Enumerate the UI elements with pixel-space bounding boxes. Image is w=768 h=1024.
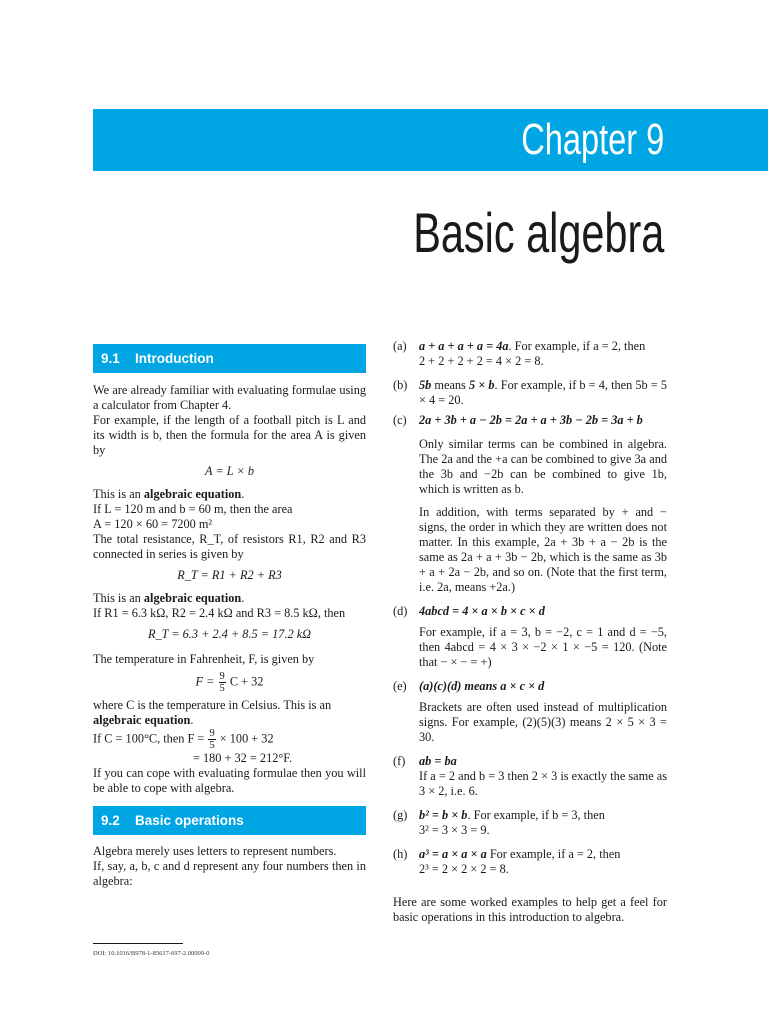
section-title: Basic operations bbox=[135, 813, 244, 828]
item-label: (a) bbox=[393, 339, 407, 353]
item-label: (e) bbox=[393, 679, 407, 693]
item-label: (d) bbox=[393, 604, 408, 618]
fahrenheit-paragraph: The temperature in Fahrenheit, F, is given by bbox=[93, 652, 315, 666]
rule-b: (b) 5b means 5 × b. For example, if b = 4, then 5b = 5 × 4 = 20. bbox=[393, 378, 668, 407]
rule-g: (g) b² = b × b. For example, if b = 3, then 3² = 3 × 3 = 9. bbox=[393, 808, 605, 837]
resistance-result-equation: R_T = 6.3 + 2.4 + 8.5 = 17.2 kΩ bbox=[147, 627, 312, 641]
intro-paragraph: We are already familiar with evaluating formulae using a calculator from Chapter 4. bbox=[93, 383, 366, 412]
algebraic-equation-note-1: This is an algebraic equation. bbox=[93, 487, 245, 501]
rule-f: (f) ab = ba If a = 2 and b = 3 then 2 × 3 is exactly the same as 3 × 2, i.e. 6. bbox=[393, 754, 667, 798]
celsius-paragraph: where C is the temperature in Celsius. This is an bbox=[93, 698, 332, 712]
section-title: Introduction bbox=[135, 351, 214, 366]
rule-a: (a) a + a + a + a = 4a. For example, if a = 2, then 2 + 2 + 2 + 2 = 4 × 2 = 8. bbox=[393, 339, 646, 368]
resistance-equation: R_T = R1 + R2 + R3 bbox=[177, 568, 282, 582]
resistance-paragraph: The total resistance, R_T, of resistors R1, R2 and R3 connected in series is given by bbox=[93, 532, 366, 561]
area-equation: A = L × b bbox=[205, 464, 254, 478]
rule-c: (c) 2a + 3b + a − 2b = 2a + a + 3b − 2b = 3a + b Only similar terms can be combined in algebra. The 2a and the +a can be combined to give 3a and the 3b and −2b can be combined to give 1b, which is written as b. In addition, with terms separated by + and − signs, the order in which they are written does not matter. In this example, 2a + 3b + a − 2b is the same as 2a + a + 3b − 2b, which is the same as 3b + a + 2a − 2b, and so on. (Note that the first term, i.e. 2a, means +2a.) bbox=[393, 413, 667, 594]
left-column bbox=[93, 344, 366, 889]
rule-e: (e) (a)(c)(d) means a × c × d Brackets are often used instead of multiplication signs. For example, (2)(5)(3) means 2 × 5 × 3 = 30. bbox=[393, 679, 667, 744]
conversion-result-line: = 180 + 32 = 212°F. bbox=[193, 751, 293, 765]
footnote-rule bbox=[93, 943, 183, 944]
conversion-line: If C = 100°C, then F = $\frac{9}{5}$ × 100 + 32 bbox=[93, 728, 274, 751]
chapter-banner bbox=[93, 109, 768, 171]
item-label: (g) bbox=[393, 808, 408, 822]
closing-paragraph: Here are some worked examples to help get a feel for basic operations in this introduction to algebra. bbox=[393, 895, 667, 924]
resistor-values-line: If R1 = 6.3 kΩ, R2 = 2.4 kΩ and R3 = 8.5 kΩ, then bbox=[93, 606, 346, 620]
letters-paragraph: Algebra merely uses letters to represent numbers. bbox=[93, 844, 337, 858]
algebraic-equation-term: algebraic equation. bbox=[93, 713, 194, 727]
item-label: (f) bbox=[393, 754, 406, 768]
section-number: 9.1 bbox=[101, 351, 120, 366]
chapter-title: Basic algebra bbox=[412, 201, 664, 264]
item-label: (h) bbox=[393, 847, 408, 861]
four-numbers-paragraph: If, say, a, b, c and d represent any four numbers then in algebra: bbox=[93, 859, 366, 888]
fahrenheit-equation: F = $\frac{9}{5}$ C + 32 bbox=[195, 671, 264, 694]
item-label: (c) bbox=[393, 413, 407, 427]
algebraic-equation-note-2: This is an algebraic equation. bbox=[93, 591, 245, 605]
rule-h: (h) a³ = a × a × a For example, if a = 2, then 2³ = 2 × 2 × 2 = 8. bbox=[393, 847, 621, 876]
area-result-line: A = 120 × 60 = 7200 m² bbox=[93, 517, 213, 531]
chapter-number: Chapter 9 bbox=[521, 115, 664, 164]
item-label: (b) bbox=[393, 378, 408, 392]
rule-d: (d) 4abcd = 4 × a × b × c × d For example, if a = 3, b = −2, c = 1 and d = −5, then 4abcd = 4 × 3 × −2 × 1 × −5 = 120. (Note that − × − = +) bbox=[393, 604, 667, 669]
section-number: 9.2 bbox=[101, 813, 120, 828]
section-heading-basic-operations bbox=[93, 806, 366, 835]
doi-footnote: DOI: 10.1016/B978-1-85617-697-2.00009-0 bbox=[93, 950, 210, 957]
section-heading-introduction bbox=[93, 344, 366, 373]
pitch-values-line: If L = 120 m and b = 60 m, then the area bbox=[93, 502, 293, 516]
football-pitch-paragraph: For example, if the length of a football pitch is L and its width is b, then the formula for the area A is given by bbox=[93, 413, 366, 457]
cope-paragraph: If you can cope with evaluating formulae then you will be able to cope with algebra. bbox=[93, 766, 366, 795]
right-column bbox=[393, 339, 667, 925]
